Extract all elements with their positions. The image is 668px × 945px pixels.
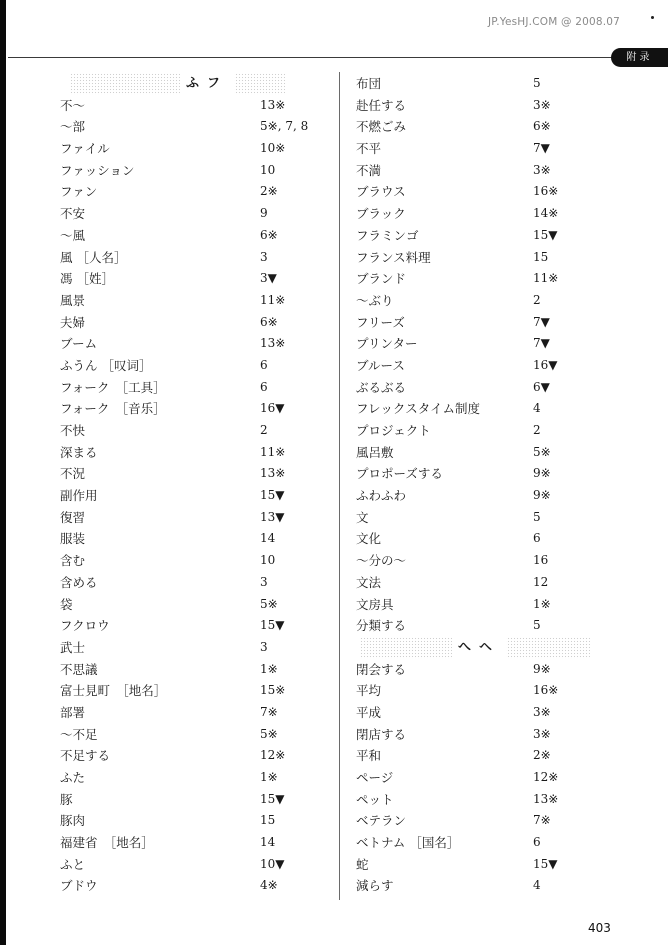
header-rule — [8, 57, 620, 58]
entry-page-ref: 3※ — [533, 162, 551, 177]
entry-page-ref: 6 — [533, 835, 541, 850]
entry-page-ref: 6※ — [533, 119, 551, 134]
entry-page-ref: 15 — [260, 813, 276, 828]
entry-page-ref: 6※ — [260, 314, 278, 329]
index-entry — [60, 615, 330, 637]
index-entry — [60, 550, 330, 572]
entry-page-ref: 14※ — [533, 206, 559, 221]
entry-page-ref: 10 — [260, 553, 276, 568]
column-divider — [339, 72, 340, 900]
entry-page-ref: 5※ — [533, 444, 551, 459]
entry-term: 深まる — [60, 444, 98, 460]
entry-term: ブーム — [60, 336, 98, 352]
entry-term: フォーク ［工具］ — [60, 379, 166, 395]
entry-page-ref: 14 — [260, 531, 276, 546]
index-entry — [60, 528, 330, 550]
entry-page-ref: 6 — [260, 357, 268, 372]
index-entry — [60, 507, 330, 529]
index-list-right-fu — [356, 73, 616, 637]
entry-page-ref: 14 — [260, 835, 276, 850]
index-entry — [356, 745, 616, 767]
entry-page-ref: 11※ — [260, 444, 286, 459]
entry-term: 風 ［人名］ — [60, 249, 127, 265]
entry-term: ～ぶり — [356, 292, 394, 308]
entry-page-ref: 7▼ — [533, 314, 550, 329]
index-entry — [60, 268, 330, 290]
entry-page-ref: 10※ — [260, 141, 286, 156]
entry-term: ふわふわ — [356, 488, 407, 504]
entry-term: 武士 — [60, 639, 86, 655]
entry-term: 福建省 ［地名］ — [60, 835, 154, 851]
entry-page-ref: 16▼ — [533, 357, 558, 372]
index-entry — [60, 485, 330, 507]
entry-term: ファイル — [60, 141, 110, 157]
entry-page-ref: 9※ — [533, 488, 551, 503]
index-entry — [60, 377, 330, 399]
index-entry — [60, 745, 330, 767]
entry-page-ref: 16▼ — [260, 401, 285, 416]
entry-term: ふうん ［叹词］ — [60, 357, 152, 373]
entry-page-ref: 7▼ — [533, 336, 550, 351]
entry-page-ref: 15▼ — [533, 856, 558, 871]
index-entry — [60, 810, 330, 832]
index-entry — [356, 875, 616, 897]
index-entry — [356, 312, 616, 334]
index-entry — [60, 398, 330, 420]
entry-page-ref: 6 — [533, 531, 541, 546]
entry-term: 不快 — [60, 423, 86, 438]
entry-term: 赴任する — [356, 97, 407, 113]
entry-page-ref: 5※ — [260, 596, 278, 611]
index-entry — [356, 832, 616, 854]
entry-term: 不思議 — [60, 661, 98, 677]
index-entry — [60, 116, 330, 138]
entry-term: ～風 — [60, 227, 86, 243]
index-entry — [356, 724, 616, 746]
entry-page-ref: 5※ — [260, 726, 278, 741]
index-entry — [60, 355, 330, 377]
index-entry — [356, 810, 616, 832]
index-entry — [356, 659, 616, 681]
entry-page-ref: 2※ — [533, 748, 551, 763]
entry-term: 不満 — [356, 162, 382, 178]
index-entry — [356, 615, 616, 637]
entry-page-ref: 13※ — [260, 336, 286, 351]
entry-page-ref: 2 — [533, 292, 541, 307]
entry-page-ref: 9※ — [533, 661, 551, 676]
index-entry — [356, 398, 616, 420]
entry-term: 分類する — [356, 618, 407, 634]
entry-term: プロポーズする — [356, 466, 443, 482]
index-entry — [356, 528, 616, 550]
entry-term: 豚 — [60, 791, 73, 807]
index-column-right — [356, 73, 616, 897]
entry-page-ref: 2※ — [260, 184, 278, 199]
entry-page-ref: 15▼ — [260, 791, 285, 806]
index-entry — [356, 680, 616, 702]
entry-term: 不足する — [60, 748, 111, 764]
entry-term: ～分の～ — [356, 553, 407, 569]
index-entry — [356, 95, 616, 117]
index-entry — [60, 420, 330, 442]
entry-page-ref: 4 — [533, 401, 541, 416]
entry-term: ベテラン — [356, 813, 407, 829]
index-entry — [356, 333, 616, 355]
entry-page-ref: 7※ — [260, 704, 278, 719]
entry-term: ふた — [60, 770, 86, 785]
entry-page-ref: 3※ — [533, 97, 551, 112]
index-entry — [356, 290, 616, 312]
entry-page-ref: 2 — [260, 423, 268, 437]
entry-term: 馮 ［姓］ — [60, 271, 114, 287]
entry-page-ref: 5※, 7, 8 — [260, 119, 309, 134]
entry-term: 布団 — [356, 76, 382, 91]
index-entry — [60, 138, 330, 160]
index-entry — [60, 442, 330, 464]
page-number: 403 — [588, 921, 611, 935]
scan-speck — [651, 16, 654, 19]
index-entry — [60, 680, 330, 702]
index-entry — [356, 789, 616, 811]
index-entry — [356, 377, 616, 399]
index-entry — [356, 268, 616, 290]
index-column-left — [60, 73, 330, 897]
entry-term: 富士見町 ［地名］ — [60, 683, 167, 699]
entry-term: フォーク ［音乐］ — [60, 401, 166, 417]
entry-term: ～部 — [60, 119, 86, 135]
index-entry — [356, 702, 616, 724]
index-entry — [356, 247, 616, 269]
index-entry — [356, 355, 616, 377]
entry-page-ref: 13※ — [533, 791, 559, 806]
entry-term: 不安 — [60, 206, 86, 222]
entry-page-ref: 6※ — [260, 227, 278, 242]
entry-term: 不平 — [356, 141, 382, 157]
entry-term: ファッション — [60, 162, 135, 178]
entry-term: 夫婦 — [60, 314, 86, 330]
entry-term: 文 — [356, 509, 369, 525]
index-entry — [356, 138, 616, 160]
index-list-left — [60, 95, 330, 897]
entry-term: 平均 — [356, 683, 382, 699]
index-entry — [356, 225, 616, 247]
entry-page-ref: 15 — [533, 249, 549, 264]
entry-page-ref: 7※ — [533, 813, 551, 828]
index-entry — [356, 160, 616, 182]
entry-term: ブルース — [356, 357, 405, 373]
index-entry — [60, 333, 330, 355]
entry-page-ref: 9※ — [533, 466, 551, 481]
entry-page-ref: 3※ — [533, 726, 551, 741]
index-entry — [60, 225, 330, 247]
entry-page-ref: 6▼ — [533, 379, 550, 394]
entry-term: 部署 — [60, 704, 86, 720]
entry-page-ref: 12※ — [533, 770, 559, 784]
index-entry — [60, 832, 330, 854]
watermark: JP.YesHJ.COM @ 2008.07 — [488, 16, 621, 28]
entry-term: フランス料理 — [356, 249, 431, 265]
entry-term: プリンター — [356, 336, 418, 352]
entry-term: 風景 — [60, 292, 86, 308]
entry-term: 豚肉 — [60, 813, 86, 829]
section-heading-label: ふフ — [180, 73, 234, 95]
index-entry — [356, 116, 616, 138]
entry-page-ref: 6 — [260, 379, 268, 394]
entry-page-ref: 3▼ — [260, 271, 277, 286]
entry-page-ref: 1※ — [260, 770, 278, 784]
index-entry — [356, 485, 616, 507]
index-entry — [356, 507, 616, 529]
index-list-right-he — [356, 659, 616, 898]
index-entry — [356, 594, 616, 616]
index-entry — [356, 181, 616, 203]
entry-page-ref: 10▼ — [260, 856, 285, 871]
entry-term: 減らす — [356, 878, 394, 894]
entry-term: フラミンゴ — [356, 227, 419, 243]
entry-term: 文化 — [356, 531, 382, 547]
entry-page-ref: 11※ — [260, 292, 286, 307]
entry-term: 不燃ごみ — [356, 119, 407, 135]
entry-page-ref: 15▼ — [260, 488, 285, 503]
entry-page-ref: 15▼ — [260, 618, 285, 633]
entry-page-ref: 12 — [533, 574, 549, 589]
section-heading-label: へヘ — [452, 637, 506, 659]
entry-page-ref: 16 — [533, 553, 549, 568]
entry-term: フクロウ — [60, 618, 110, 634]
index-entry — [60, 789, 330, 811]
index-entry — [60, 572, 330, 594]
index-entry — [356, 572, 616, 594]
index-entry — [60, 95, 330, 117]
entry-term: ブランド — [356, 271, 407, 287]
index-entry — [60, 203, 330, 225]
section-heading-fu — [70, 73, 285, 95]
entry-page-ref: 7▼ — [533, 141, 550, 156]
entry-term: 服装 — [60, 531, 86, 547]
entry-page-ref: 16※ — [533, 184, 559, 199]
entry-page-ref: 13▼ — [260, 509, 285, 524]
entry-term: ブラック — [356, 206, 406, 222]
index-entry — [60, 724, 330, 746]
entry-term: 文房具 — [356, 596, 394, 612]
entry-page-ref: 3※ — [533, 704, 551, 719]
index-entry — [60, 875, 330, 897]
entry-term: 不況 — [60, 466, 86, 482]
entry-term: ファン — [60, 184, 98, 200]
entry-term: 閉店する — [356, 726, 407, 742]
index-entry — [60, 247, 330, 269]
index-entry — [60, 463, 330, 485]
index-entry — [60, 312, 330, 334]
entry-term: ベトナム ［国名］ — [356, 835, 460, 851]
index-entry — [356, 73, 616, 95]
entry-term: ページ — [356, 770, 394, 785]
entry-term: ブラウス — [356, 184, 406, 200]
entry-term: 文法 — [356, 574, 382, 590]
index-entry — [60, 290, 330, 312]
index-entry — [356, 442, 616, 464]
entry-term: ～不足 — [60, 726, 98, 742]
entry-page-ref: 16※ — [533, 683, 559, 698]
entry-term: ブドウ — [60, 878, 98, 894]
entry-term: 平和 — [356, 748, 382, 764]
index-entry — [60, 659, 330, 681]
entry-page-ref: 3 — [260, 249, 268, 264]
entry-page-ref: 13※ — [260, 97, 286, 112]
entry-page-ref: 2 — [533, 423, 541, 437]
entry-term: ふと — [60, 856, 86, 872]
entry-page-ref: 5 — [533, 509, 541, 524]
entry-term: 不～ — [60, 97, 86, 113]
index-entry — [60, 854, 330, 876]
appendix-tab: 附录 — [611, 48, 668, 67]
index-entry — [356, 420, 616, 442]
index-entry — [60, 637, 330, 659]
index-entry — [60, 767, 330, 789]
entry-term: 副作用 — [60, 488, 98, 504]
entry-page-ref: 11※ — [533, 271, 559, 286]
entry-page-ref: 5 — [533, 618, 541, 633]
entry-term: 蛇 — [356, 856, 369, 872]
entry-term: フレックスタイム制度 — [356, 401, 481, 417]
entry-term: 含める — [60, 574, 98, 590]
entry-page-ref: 13※ — [260, 466, 286, 481]
entry-term: 平成 — [356, 704, 382, 720]
entry-page-ref: 3 — [260, 574, 268, 589]
entry-term: プロジェクト — [356, 423, 431, 438]
index-entry — [356, 767, 616, 789]
entry-page-ref: 1※ — [260, 661, 278, 676]
entry-page-ref: 9 — [260, 206, 268, 221]
entry-term: 風呂敷 — [356, 444, 394, 460]
entry-term: 閉会する — [356, 661, 407, 677]
entry-term: 含む — [60, 553, 86, 569]
entry-page-ref: 4※ — [260, 878, 278, 893]
entry-page-ref: 4 — [533, 878, 541, 893]
entry-page-ref: 15※ — [260, 683, 286, 698]
index-entry — [60, 160, 330, 182]
entry-term: ぶるぶる — [356, 379, 407, 395]
entry-term: フリーズ — [356, 314, 405, 330]
entry-page-ref: 3 — [260, 639, 268, 654]
entry-term: 袋 — [60, 596, 73, 612]
index-entry — [60, 181, 330, 203]
scan-edge-shadow — [0, 0, 6, 945]
entry-term: ペット — [356, 791, 394, 807]
entry-term: 復習 — [60, 509, 86, 525]
entry-page-ref: 15▼ — [533, 227, 558, 242]
entry-page-ref: 10 — [260, 162, 276, 177]
index-entry — [356, 203, 616, 225]
index-entry — [60, 594, 330, 616]
entry-page-ref: 12※ — [260, 748, 286, 763]
section-heading-he — [360, 637, 590, 659]
index-entry — [356, 854, 616, 876]
entry-page-ref: 1※ — [533, 596, 551, 611]
index-entry — [60, 702, 330, 724]
index-entry — [356, 550, 616, 572]
entry-page-ref: 5 — [533, 76, 541, 90]
index-entry — [356, 463, 616, 485]
